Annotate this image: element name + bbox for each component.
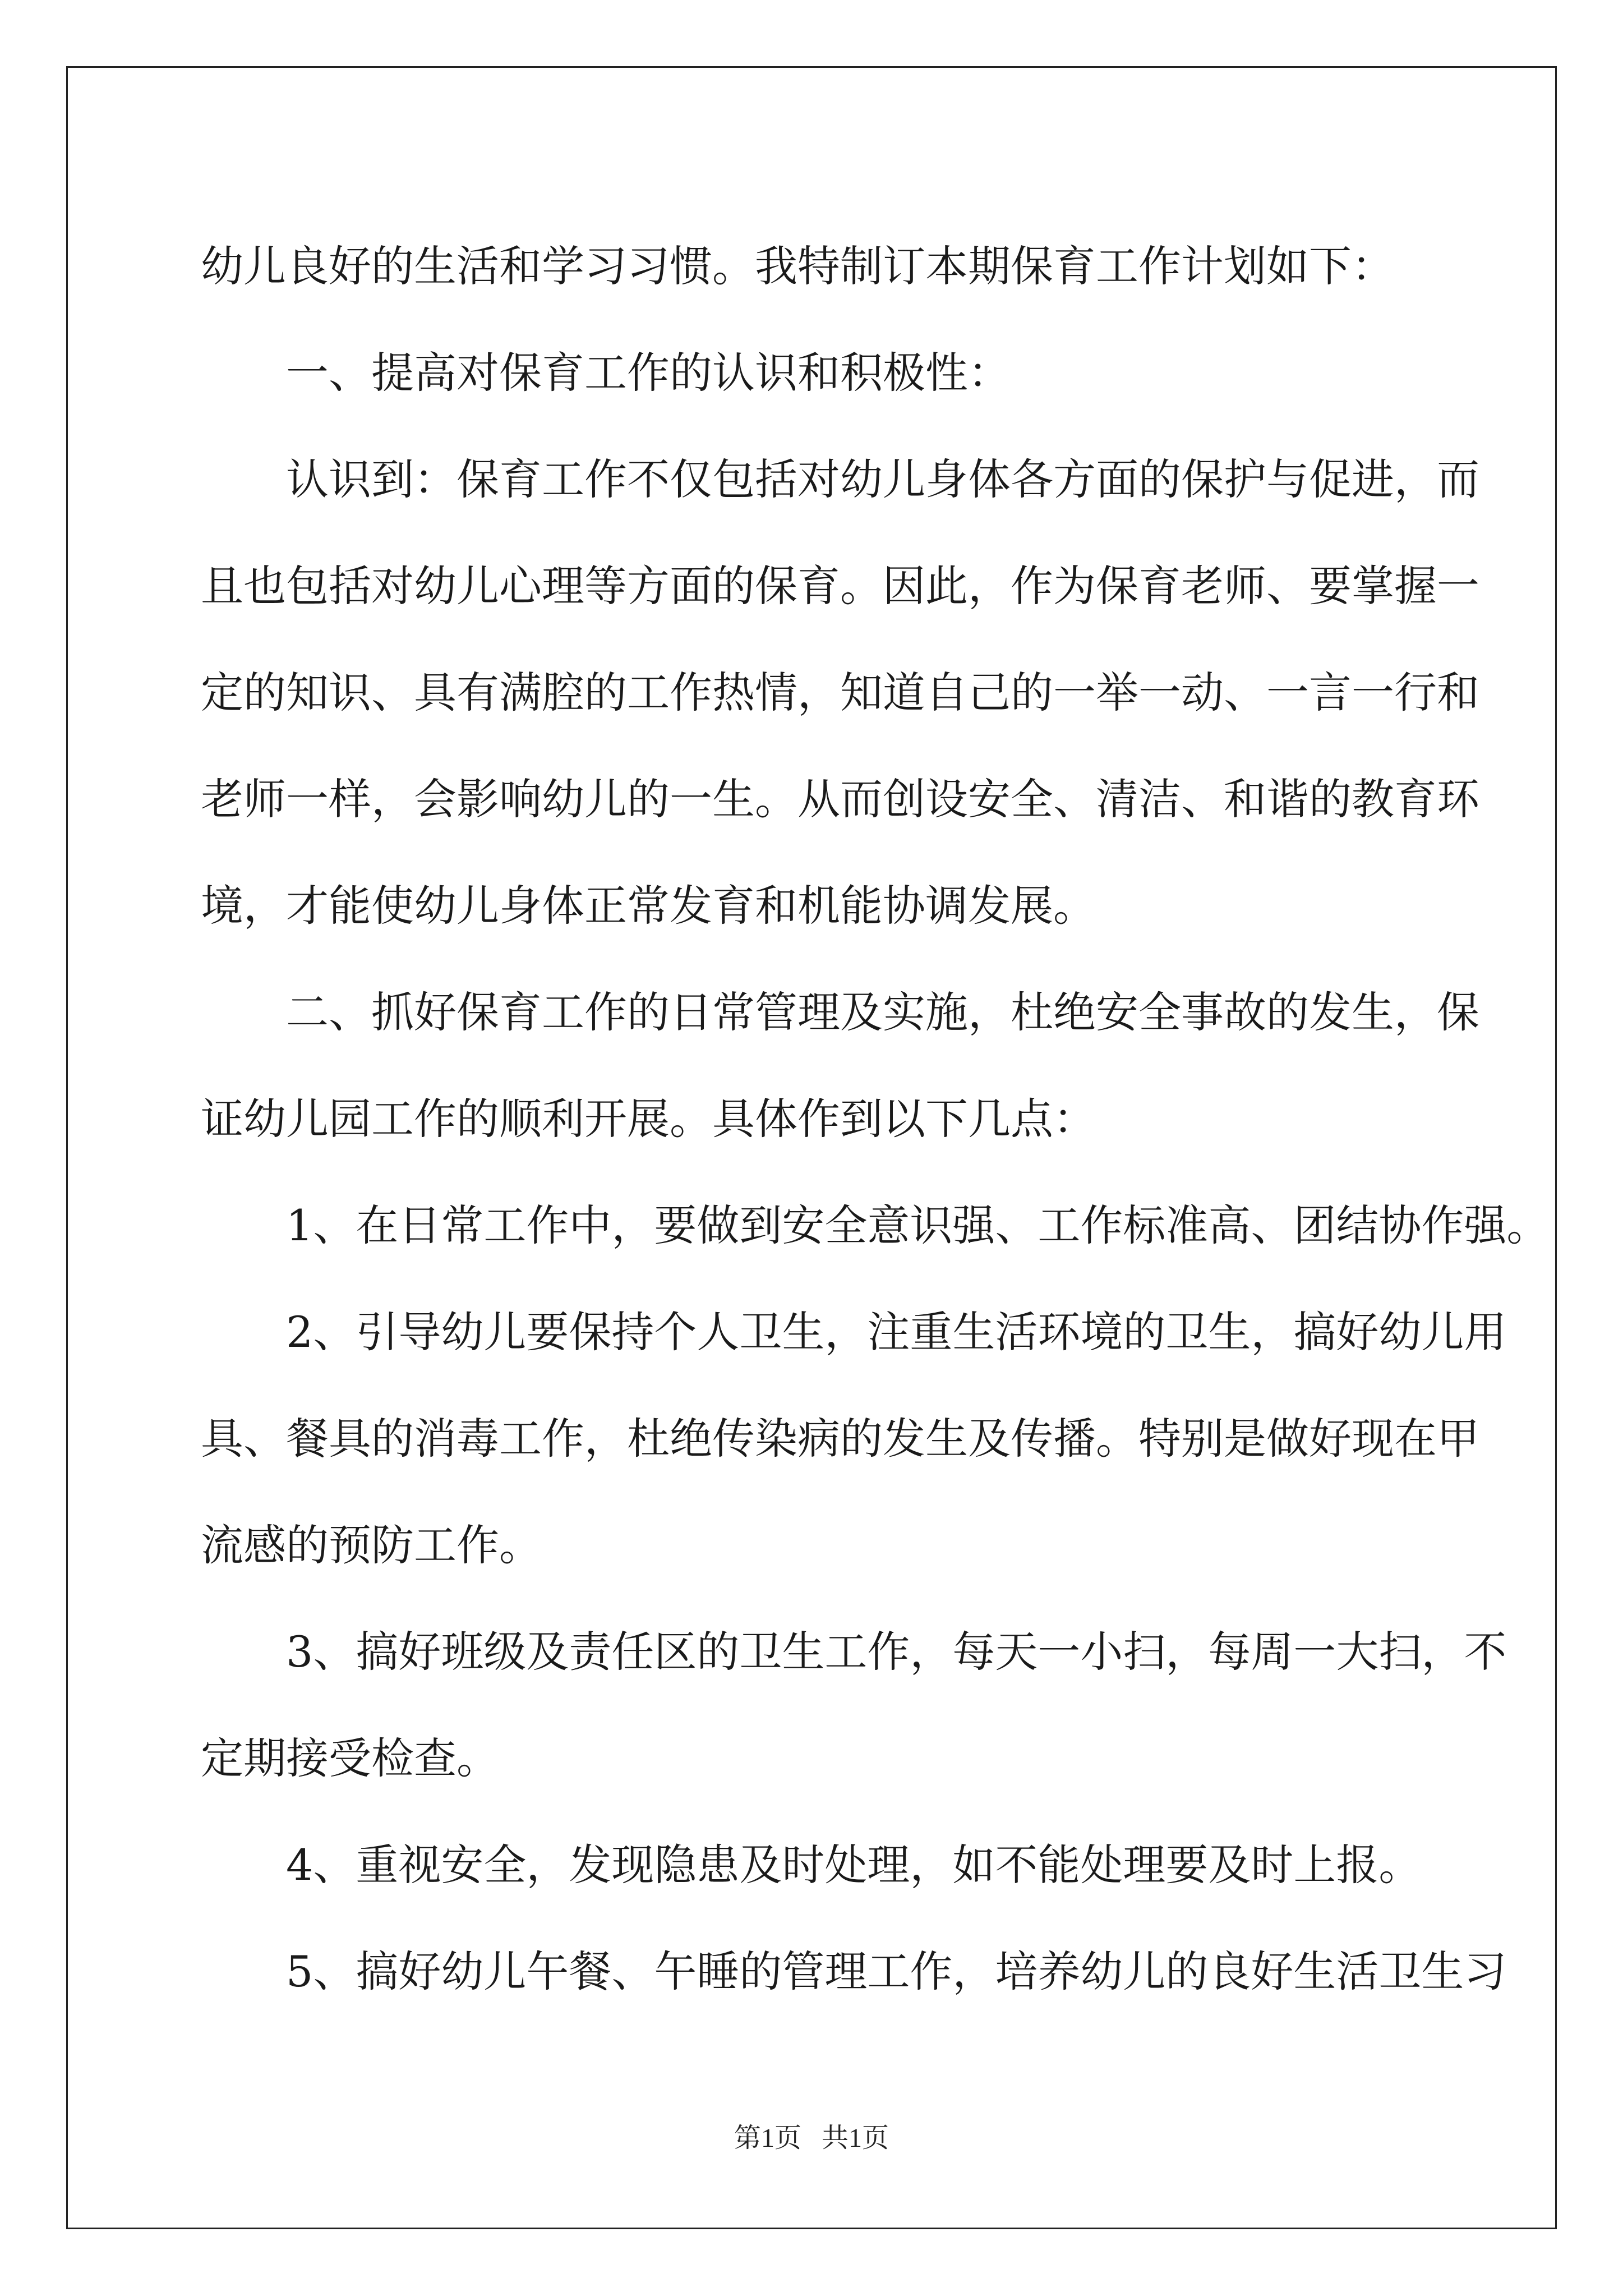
paragraph-line: 一、提高对保育工作的认识和积极性： <box>286 348 1011 398</box>
paragraph-line: 认识到：保育工作不仅包括对幼儿身体各方面的保护与促进，而 <box>286 454 1479 504</box>
page-footer: 第1页 共1页 <box>734 2123 889 2153</box>
document-body <box>201 213 1550 2025</box>
paragraph-line: 2、引导幼儿要保持个人卫生，注重生活环境的卫生，搞好幼儿用 <box>286 1307 1507 1357</box>
paragraph-line: 老师一样，会影响幼儿的一生。从而创设安全、清洁、和谐的教育环 <box>201 774 1479 824</box>
paragraph-line: 幼儿良好的生活和学习习惯。我特制订本期保育工作计划如下： <box>201 241 1394 291</box>
paragraph-line: 具、餐具的消毒工作，杜绝传染病的发生及传播。特别是做好现在甲 <box>201 1414 1479 1464</box>
paragraph-line: 流感的预防工作。 <box>201 1520 542 1570</box>
paragraph-line: 且也包括对幼儿心理等方面的保育。因此，作为保育老师、要掌握一 <box>201 561 1479 611</box>
paragraph-line: 5、搞好幼儿午餐、午睡的管理工作，培养幼儿的良好生活卫生习 <box>286 1947 1507 1996</box>
paragraph-line: 3、搞好班级及责任区的卫生工作，每天一小扫，每周一大扫，不 <box>286 1627 1507 1677</box>
paragraph-line: 境，才能使幼儿身体正常发育和机能协调发展。 <box>201 881 1096 931</box>
paragraph-line: 二、抓好保育工作的日常管理及实施，杜绝安全事故的发生，保 <box>286 987 1479 1037</box>
paragraph-line: 证幼儿园工作的顺利开展。具体作到以下几点： <box>201 1094 1096 1144</box>
paragraph-line: 定的知识、具有满腔的工作热情，知道自己的一举一动、一言一行和 <box>201 668 1479 717</box>
paragraph-line: 4、重视安全，发现隐患及时处理，如不能处理要及时上报。 <box>286 1840 1422 1890</box>
paragraph-line: 1、在日常工作中，要做到安全意识强、工作标准高、团结协作强。 <box>286 1200 1550 1250</box>
paragraph-line: 定期接受检查。 <box>201 1733 499 1783</box>
